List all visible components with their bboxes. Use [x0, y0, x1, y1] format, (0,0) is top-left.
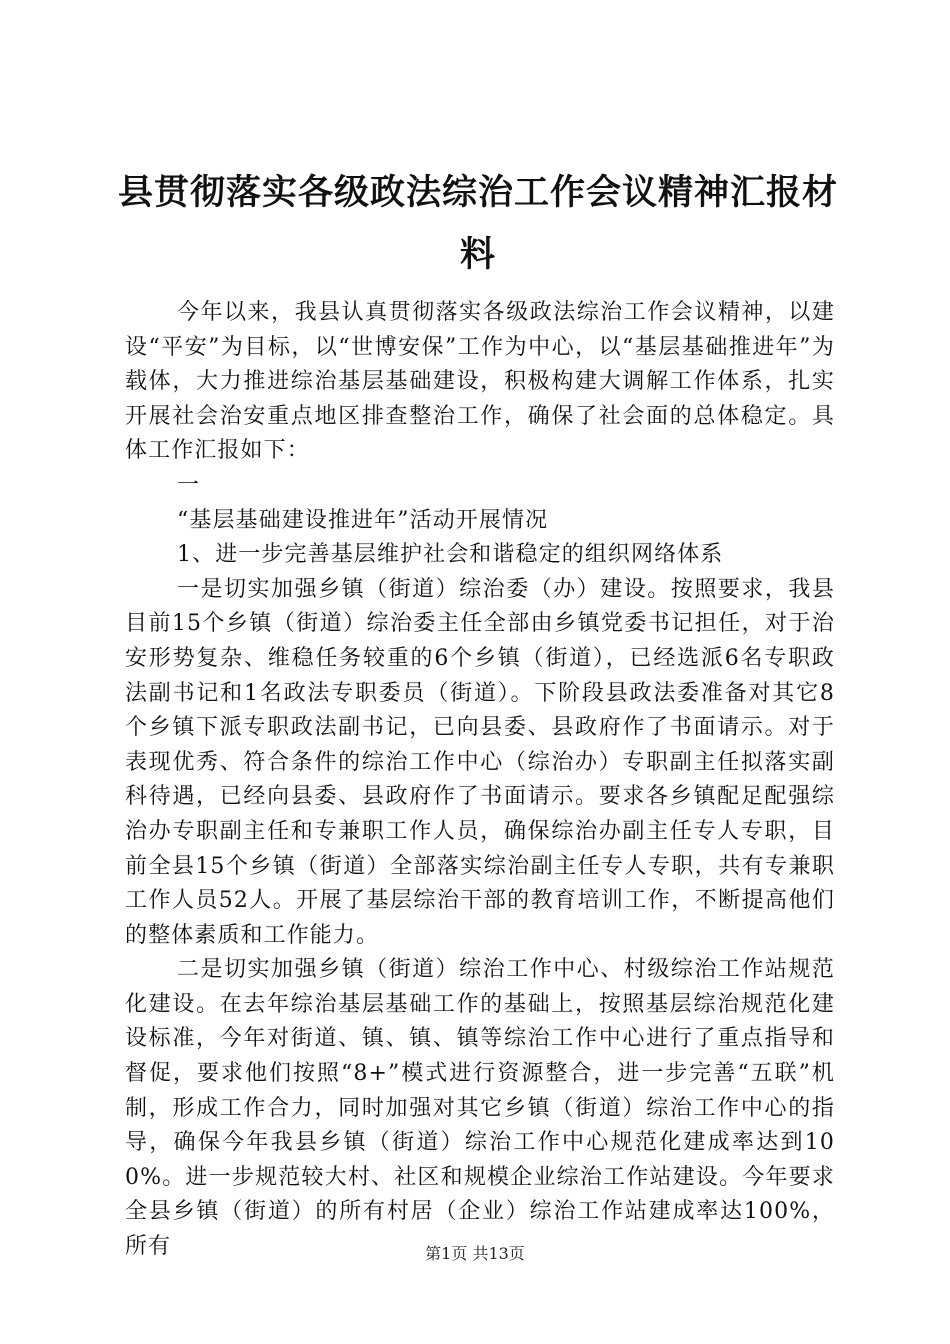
- document-title: 县贯彻落实各级政法综治工作会议精神汇报材料: [118, 173, 839, 275]
- document-body: [125, 296, 835, 1265]
- paragraph-point-one: 一是切实加强乡镇（街道）综治委（办）建设。按照要求，我县目前15个乡镇（街道）综治委主任全部由乡镇党委书记担任，对于治安形势复杂、维稳任务较重的6个乡镇（街道），已经选派6名专职政法副书记和1名政法专职委员（街道）。下阶段县政法委准备对其它8个乡镇下派专职政法副书记，已向县委、县政府作了书面请示。对于表现优秀、符合条件的综治工作中心（综治办）专职副主任拟落实副科待遇，已经向县委、县政府作了书面请示。要求各乡镇配足配强综治办专职副主任和专兼职工作人员，确保综治办副主任专人专职，目前全县15个乡镇（街道）全部落实综治副主任专人专职，共有专兼职工作人员52人。开展了基层综治干部的教育培训工作，不断提高他们的整体素质和工作能力。: [125, 576, 835, 948]
- paragraph-intro: 今年以来，我县认真贯彻落实各级政法综治工作会议精神，以建设“平安”为目标，以“世博安保”工作为中心，以“基层基础推进年”为载体，大力推进综治基层基础建设，积极构建大调解工作体系，扎实开展社会治安重点地区排查整治工作，确保了社会面的总体稳定。具体工作汇报如下：: [125, 300, 835, 464]
- section-number: 一: [177, 472, 201, 498]
- subsection-heading: 1、进一步完善基层维护社会和谐稳定的组织网络体系: [177, 542, 724, 568]
- page-footer: 第1页 共13页: [425, 1244, 525, 1263]
- section-heading: “基层基础建设推进年”活动开展情况: [177, 507, 549, 533]
- paragraph-point-two: 二是切实加强乡镇（街道）综治工作中心、村级综治工作站规范化建设。在去年综治基层基础工作的基础上，按照基层综治规范化建设标准，今年对街道、镇、镇、镇等综治工作中心进行了重点指导和督促，要求他们按照“8+”模式进行资源整合，进一步完善“五联”机制，形成工作合力，同时加强对其它乡镇（街道）综治工作中心的指导，确保今年我县乡镇（街道）综治工作中心规范化建成率达到100%。进一步规范较大村、社区和规模企业综治工作站建设。今年要求全县乡镇（街道）的所有村居（企业）综治工作站建成率达100%，所有: [125, 957, 835, 1260]
